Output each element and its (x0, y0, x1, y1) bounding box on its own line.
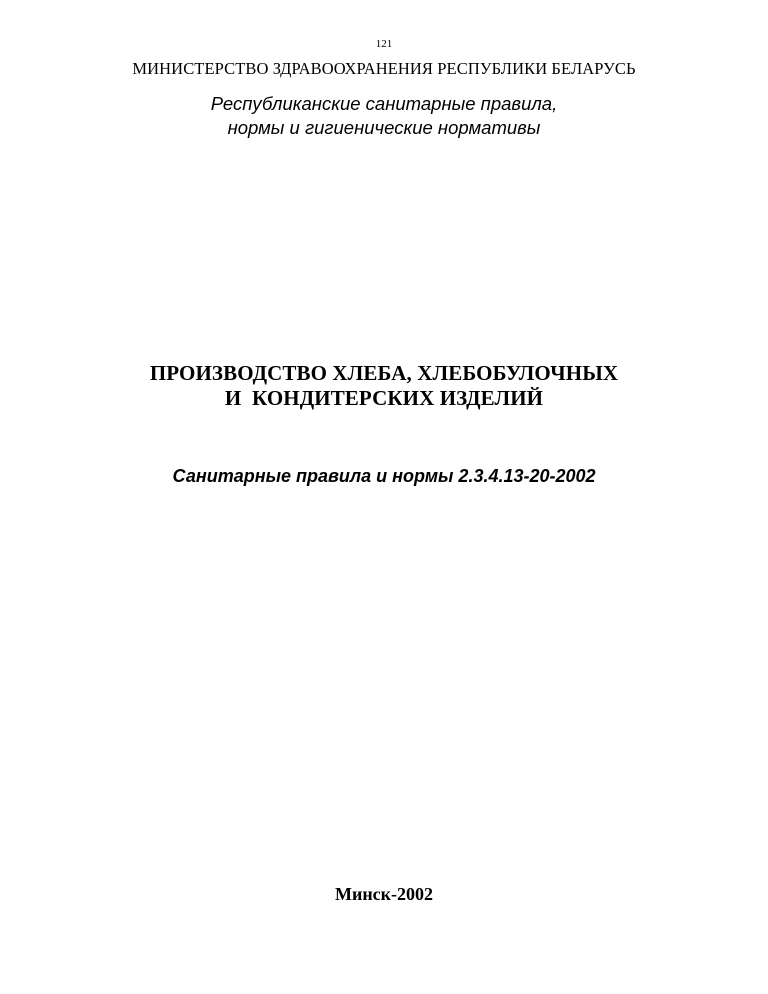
document-title-line-1: ПРОИЗВОДСТВО ХЛЕБА, ХЛЕБОБУЛОЧНЫХ (149, 361, 619, 385)
page-number: 121 (375, 38, 393, 50)
city-year: Минск-2002 (334, 884, 434, 904)
subtitle-line-2: нормы и гигиенические нормативы (227, 117, 541, 138)
document-title-line-2: И КОНДИТЕРСКИХ ИЗДЕЛИЙ (224, 386, 544, 410)
ministry-heading: МИНИСТЕРСТВО ЗДРАВООХРАНЕНИЯ РЕСПУБЛИКИ БЕЛАРУСЬ (132, 59, 636, 78)
subtitle-line-1: Республиканские санитарные правила, (210, 93, 558, 114)
rules-designation: Санитарные правила и нормы 2.3.4.13-20-2002 (172, 466, 596, 486)
